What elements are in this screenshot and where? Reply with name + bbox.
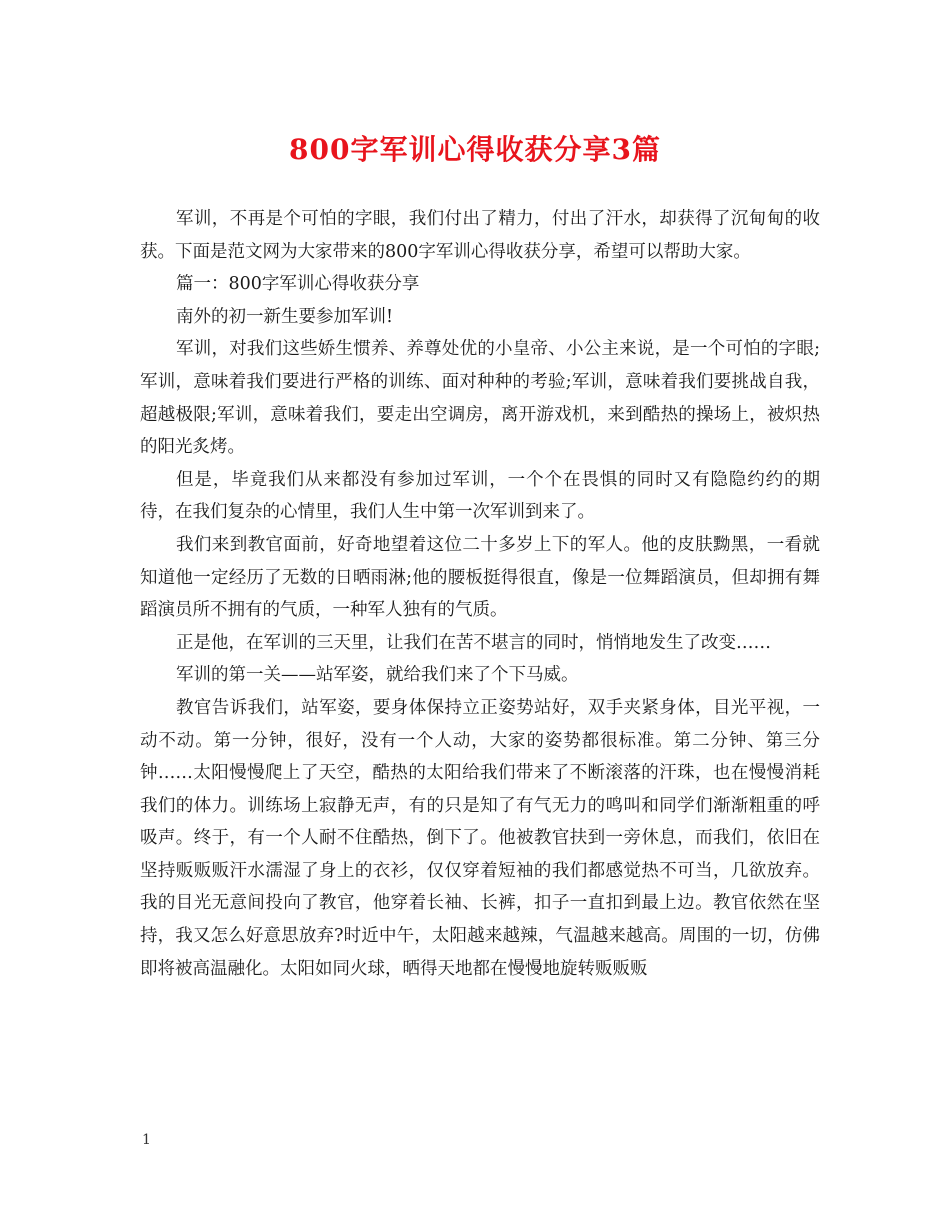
paragraph: 南外的初一新生要参加军训! xyxy=(176,306,394,327)
document-title: 800字军训心得收获分享3篇 xyxy=(289,133,661,166)
paragraph: 教官告诉我们，站军姿，要身体保持立正姿势站好，双手夹紧身体，目光平视，一动不动。第一分钟，很好，没有一个人动，大家的姿势都很标准。第二分钟、第三分钟……太阳慢慢爬上了天空，酷热的太阳给我们带来了不断滚落的汗珠，也在慢慢消耗我们的体力。训练场上寂静无声，有的只是知了有气无力的鸣叫和同学们渐渐粗重的呼吸声。终于，有一个人耐不住酷热，倒下了。他被教官扶到一旁休息，而我们，依旧在坚持贩贩贩汗水濡湿了身上的衣衫，仅仅穿着短袖的我们都感觉热不可当，几欲放弃。我的目光无意间投向了教官，他穿着长袖、长裤，扣子一直扣到最上边。教官依然在坚持，我又怎么好意思放弃?时近中午，太阳越来越辣，气温越来越高。周围的一切，仿佛即将被高温融化。太阳如同火球，晒得天地都在慢慢地旋转贩贩贩 xyxy=(140,697,820,979)
paragraph-section-heading: 篇一：800字军训心得收获分享 xyxy=(176,274,420,295)
paragraph: 但是，毕竟我们从来都没有参加过军训，一个个在畏惧的同时又有隐隐约约的期待，在我们复杂的心情里，我们人生中第一次军训到来了。 xyxy=(140,469,820,523)
paragraph: 军训的第一关——站军姿，就给我们来了个下马威。 xyxy=(176,665,579,686)
paragraph: 正是他，在军训的三天里，让我们在苦不堪言的同时，悄悄地发生了改变…… xyxy=(176,632,771,653)
paragraph-intro: 军训，不再是个可怕的字眼，我们付出了精力，付出了汗水，却获得了沉甸甸的收获。下面是范文网为大家带来的800字军训心得收获分享，希望可以帮助大家。 xyxy=(140,209,820,262)
paragraph: 我们来到教官面前，好奇地望着这位二十多岁上下的军人。他的皮肤黝黑，一看就知道他一定经历了无数的日晒雨淋;他的腰板挺得很直，像是一位舞蹈演员，但却拥有舞蹈演员所不拥有的气质，一种军人独有的气质。 xyxy=(140,534,820,621)
paragraph: 军训，对我们这些娇生惯养、养尊处优的小皇帝、小公主来说，是一个可怕的字眼;军训，意味着我们要进行严格的训练、面对种种的考验;军训，意味着我们要挑战自我，超越极限;军训，意味着我们，要走出空调房，离开游戏机，来到酷热的操场上，被炽热的阳光炙烤。 xyxy=(140,339,820,458)
document-body xyxy=(140,203,820,985)
page-number: 1 xyxy=(142,1132,151,1148)
